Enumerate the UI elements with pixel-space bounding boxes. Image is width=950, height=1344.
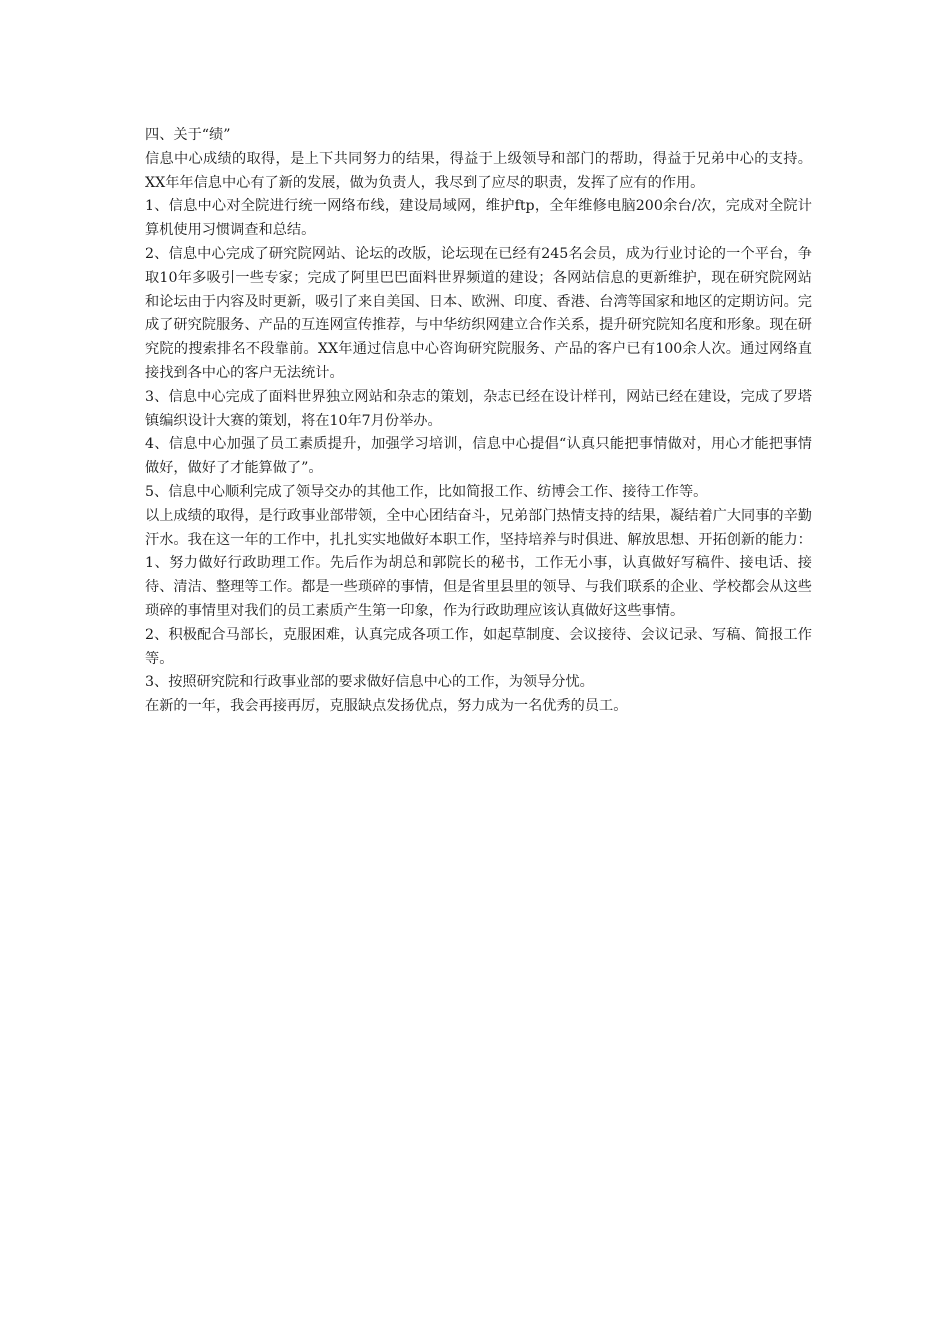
paragraph-summary: 以上成绩的取得，是行政事业部带领，全中心团结奋斗，兄弟部门热情支持的结果，凝结着广大同事的辛勤汗水。我在这一年的工作中，扎扎实实地做好本职工作，坚持培养与时俱进、解放思想、开拓创新的能力： [145, 507, 812, 548]
document-body [145, 124, 812, 719]
paragraph-duty-2: 2、积极配合马部长，克服困难，认真完成各项工作，如起草制度、会议接待、会议记录、写稿、简报工作等。 [145, 626, 812, 667]
paragraph-item-3: 3、信息中心完成了面料世界独立网站和杂志的策划，杂志已经在设计样刊，网站已经在建设，完成了罗塔镇编织设计大赛的策划，将在10年7月份举办。 [145, 388, 812, 429]
paragraph-item-4: 4、信息中心加强了员工素质提升，加强学习培训，信息中心提倡“认真只能把事情做对，用心才能把事情做好，做好了才能算做了”。 [145, 436, 812, 477]
paragraph-duty-1: 1、努力做好行政助理工作。先后作为胡总和郭院长的秘书，工作无小事，认真做好写稿件、接电话、接待、清洁、整理等工作。都是一些琐碎的事情，但是省里县里的领导、与我们联系的企业、学校都会从这些琐碎的事情里对我们的员工素质产生第一印象，作为行政助理应该认真做好这些事情。 [145, 555, 812, 619]
paragraph-intro: 信息中心成绩的取得，是上下共同努力的结果，得益于上级领导和部门的帮助，得益于兄弟中心的支持。XX年年信息中心有了新的发展，做为负责人，我尽到了应尽的职责，发挥了应有的作用。 [145, 150, 812, 191]
paragraph-item-5: 5、信息中心顺利完成了领导交办的其他工作，比如简报工作、纺博会工作、接待工作等。 [145, 483, 708, 500]
paragraph-item-2: 2、信息中心完成了研究院网站、论坛的改版，论坛现在已经有245名会员，成为行业讨论的一个平台，争取10年多吸引一些专家；完成了阿里巴巴面料世界频道的建设；各网站信息的更新维护，现在研究院网站和论坛由于内容及时更新，吸引了来自美国、日本、欧洲、印度、香港、台湾等国家和地区的定期访问。完成了研究院服务、产品的互连网宣传推荐，与中华纺织网建立合作关系，提升研究院知名度和形象。现在研究院的搜索排名不段靠前。XX年通过信息中心咨询研究院服务、产品的客户已有100余人次。通过网络直接找到各中心的客户无法统计。 [145, 245, 812, 381]
paragraph-item-1: 1、信息中心对全院进行统一网络布线，建设局域网，维护ftp，全年维修电脑200余台/次，完成对全院计算机使用习惯调查和总结。 [145, 198, 812, 239]
section-heading: 四、关于“绩” [145, 127, 231, 143]
paragraph-duty-3: 3、按照研究院和行政事业部的要求做好信息中心的工作，为领导分忧。 [145, 674, 594, 691]
paragraph-closing: 在新的一年，我会再接再厉，克服缺点发扬优点，努力成为一名优秀的员工。 [145, 698, 628, 715]
